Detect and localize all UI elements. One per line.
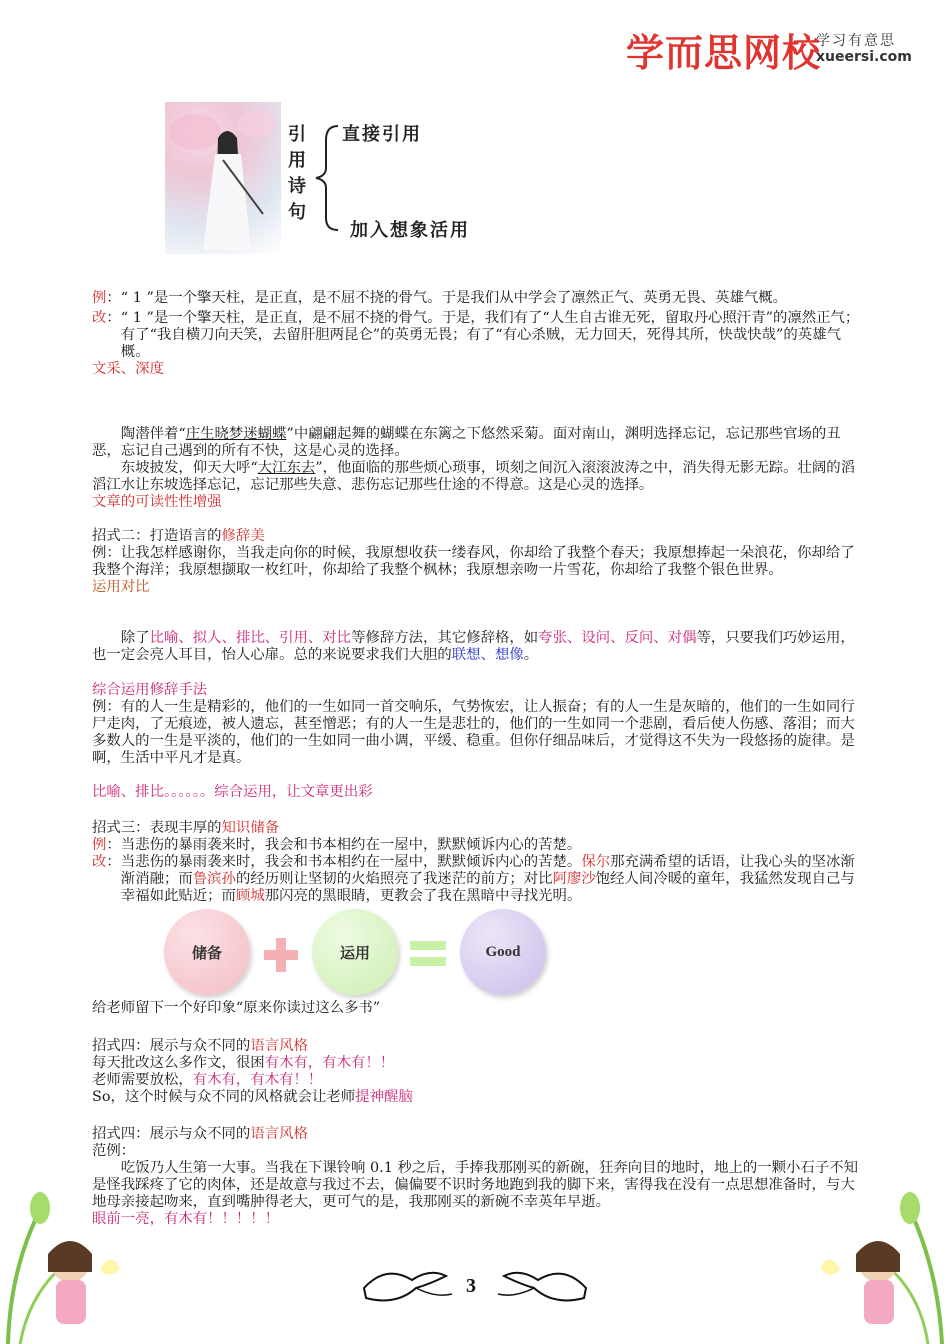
text: 招式四：展示与众不同的 (92, 1126, 251, 1142)
section-tag: 文章的可读性性增强 (92, 494, 222, 510)
style-line-3 (92, 1089, 860, 1106)
text: So，这个时候与众不同的风格就会让老师 (92, 1089, 356, 1105)
text: 除了 (120, 630, 150, 646)
highlight: 有木有，有木有！！ (192, 1072, 323, 1088)
portrait-image (165, 102, 281, 254)
text: 那闪亮的黑眼睛，更教会了我在黑暗中寻找光明。 (264, 888, 582, 904)
text: 东坡披发，仰天大呼“ (120, 460, 258, 476)
revised-text: ：“ 1 ”是一个擎天柱，是正直，是不屈不挠的骨气。于是，我们有了“人生自古谁无死，留取丹心照汗青”的凛然正气；有了“我自横刀向天笑，去留肝胆两昆仑”的英勇无畏；有了“有心杀贼，无力回天，死得其所，快哉快哉”的英雄气概。 (106, 310, 860, 360)
technique-three-section (92, 820, 860, 905)
text: ：当悲伤的暴雨袭来时，我会和书本相约在一屋中，默默倾诉内心的苦楚。 (106, 854, 582, 870)
technique-example: 例：让我怎样感谢你，当我走向你的时候，我原想收获一缕春风，你却给了我整个春天；我原想捧起一朵浪花，你却给了我整个海洋；我原想撷取一枚红叶，你却给了我整个枫林；我原想亲吻一片雪花，你却给了我整个银色世界。 (92, 545, 855, 578)
example-text: ：“ 1 ”是一个擎天柱，是正直，是不屈不挠的骨气。于是我们从中学会了凛然正气、英勇无畏、英雄气概。 (106, 290, 788, 306)
name-highlight: 顾城 (235, 888, 265, 904)
text: 的经历则让坚韧的火焰照亮了我迷茫的前方；对比 (235, 871, 553, 887)
highlight: 提神醒脑 (355, 1089, 413, 1105)
name-highlight: 保尔 (581, 854, 611, 870)
revised-line (92, 854, 860, 905)
branch-bottom: 加入想象活用 (350, 220, 470, 241)
text: 那充满希望的话语，让我心头的坚冰渐渐消融；而 (120, 854, 855, 887)
page-number: 3 (466, 1275, 476, 1297)
style-line-2 (92, 1072, 860, 1089)
text: 等修辞方法，其它修辞格，如 (351, 630, 539, 646)
text: 招式四：展示与众不同的 (92, 1038, 251, 1054)
allusion-paragraph-2 (92, 460, 860, 494)
circle-good: Good (460, 909, 546, 995)
equals-icon (410, 941, 446, 950)
name-highlight: 阿廖沙 (552, 871, 596, 887)
example-label: 例 (92, 837, 107, 853)
revised-label: 改 (92, 854, 107, 870)
example-text: ：当悲伤的暴雨袭来时，我会和书本相约在一屋中，默默倾诉内心的苦楚。 (106, 837, 582, 853)
highlight: 夸张、设问、反问、对偶 (538, 630, 697, 646)
diagram-vertical-label (288, 122, 312, 226)
technique-four-a-section (92, 1038, 860, 1106)
portrait-figure (165, 102, 281, 254)
allusion-paragraph-1 (92, 426, 860, 460)
vertical-char: 句 (288, 202, 306, 223)
text: ”，他面临的那些烦心琐事，顷刻之间沉入滚滚波涛之中，消失得无影无踪。壮阔的滔滔江水让东坡选择忘记，忘记那些失意、悲伤忘记那些仕途的不得意。这是心灵的选择。 (92, 460, 856, 493)
technique-title (92, 1038, 860, 1055)
vertical-char: 用 (288, 150, 306, 171)
combined-rhetoric-section (92, 682, 860, 801)
bracket-icon (312, 118, 346, 236)
vertical-char: 引 (288, 124, 306, 145)
text: 招式二：打造语言的 (92, 528, 222, 544)
technique-title (92, 1126, 860, 1143)
combined-title: 综合运用修辞手法 (92, 682, 208, 698)
section-tag: 眼前一亮，有木有！！！！！ (92, 1211, 280, 1227)
text: 。 (523, 647, 539, 663)
vertical-char: 诗 (288, 176, 306, 197)
dove-ornament-icon-left (356, 1258, 456, 1310)
technique-four-b-section (92, 1126, 860, 1228)
section-tag: 文采、深度 (92, 361, 164, 377)
branch-top: 直接引用 (342, 124, 422, 145)
highlight: 修辞美 (221, 528, 265, 544)
text: 招式三：表现丰厚的 (92, 820, 222, 836)
text: 等，只要我们巧妙运用，也一定会亮人耳目，怡人心扉。总的来说要求我们大胆的 (92, 630, 855, 663)
allusion-section (92, 426, 860, 511)
plus-icon-bar (264, 950, 298, 960)
girl-flower-illustration-right (810, 1150, 950, 1344)
name-highlight: 鲁滨孙 (192, 871, 236, 887)
example-line (92, 290, 860, 307)
combined-tag: 比喻、排比。。。。。。综合运用，让文章更出彩 (92, 784, 373, 800)
rhetoric-paragraph (92, 630, 860, 664)
caption-text: 给老师留下一个好印象“原来你读过这么多书” (92, 1000, 381, 1016)
section-tag: 运用对比 (92, 579, 150, 595)
highlight: 语言风格 (250, 1038, 308, 1054)
highlight: 比喻、拟人、排比、引用、对比 (149, 630, 352, 646)
highlight: 联想、想像 (451, 647, 524, 663)
revised-line (92, 310, 860, 361)
text: 每天批改这么多作文，很困 (92, 1055, 265, 1071)
reserve-caption (92, 1000, 860, 1017)
technique-title (92, 528, 860, 545)
logo-title: 学而思网校 (626, 31, 822, 75)
style-line-1 (92, 1055, 860, 1072)
text: 陶潜伴着“ (120, 426, 186, 442)
example-line (92, 837, 860, 854)
circle-reserve: 储备 (164, 909, 250, 995)
text: ”中翩翩起舞的蝴蝶在东篱之下悠然采菊。面对南山，渊明选择忘记，忘记那些官场的丑恶，忘记自己遇到的所有不快，这是心灵的选择。 (92, 426, 841, 459)
logo-slogan: 学习有意思 (816, 33, 896, 49)
logo-domain: xueersi.com (816, 49, 912, 65)
equals-icon-bar (410, 957, 446, 966)
circle-apply: 运用 (312, 909, 398, 995)
girl-flower-illustration-left (0, 1150, 130, 1344)
highlight: 语言风格 (250, 1126, 308, 1142)
highlight: 知识储备 (221, 820, 280, 836)
technique-title (92, 820, 860, 837)
technique-two-section (92, 528, 860, 596)
text: 饱经人间冷暖的童年，我猛然发现自己与幸福如此贴近；而 (120, 871, 855, 904)
quote-example-section (92, 290, 860, 378)
dove-ornament-icon-right (494, 1258, 594, 1310)
revised-label: 改 (92, 310, 107, 326)
allusion-quote: 庄生晓梦迷蝴蝶 (185, 426, 287, 442)
highlight: 有木有，有木有！！ (264, 1055, 395, 1071)
sample-paragraph: 吃饭乃人生第一大事。当我在下课铃响 0.1 秒之后，手捧我那刚买的新碗，狂奔向目的地时，地上的一颗小石子不知是怪我踩疼了它的肉体，还是故意与我过不去，偏偏要不识时务地跑到我的脚下来，害得我在没有一点思想准备时，与大地母亲接起吻来，直到嘴肿得老大，更可气的是，我那刚买的新碗不幸英年早逝。 (92, 1160, 858, 1210)
example-label: 例 (92, 290, 107, 306)
sample-label: 范例： (92, 1143, 136, 1159)
allusion-quote: 大江东去 (257, 460, 316, 476)
combined-example: 例：有的人一生是精彩的，他们的一生如同一首交响乐，气势恢宏，让人振奋；有的人一生是灰暗的，他们的一生如同行尸走肉，了无痕迹，被人遗忘，甚至憎恶；有的人一生是悲壮的，他们的一生如同一个悲剧，看后使人伤感、落泪；而大多数人的一生是平淡的，他们的一生如同一曲小调，平缓、稳重。但你仔细品味后，才觉得这不失为一段悠扬的旋律。是啊，生活中平凡才是真。 (92, 699, 855, 766)
text: 老师需要放松， (92, 1072, 193, 1088)
